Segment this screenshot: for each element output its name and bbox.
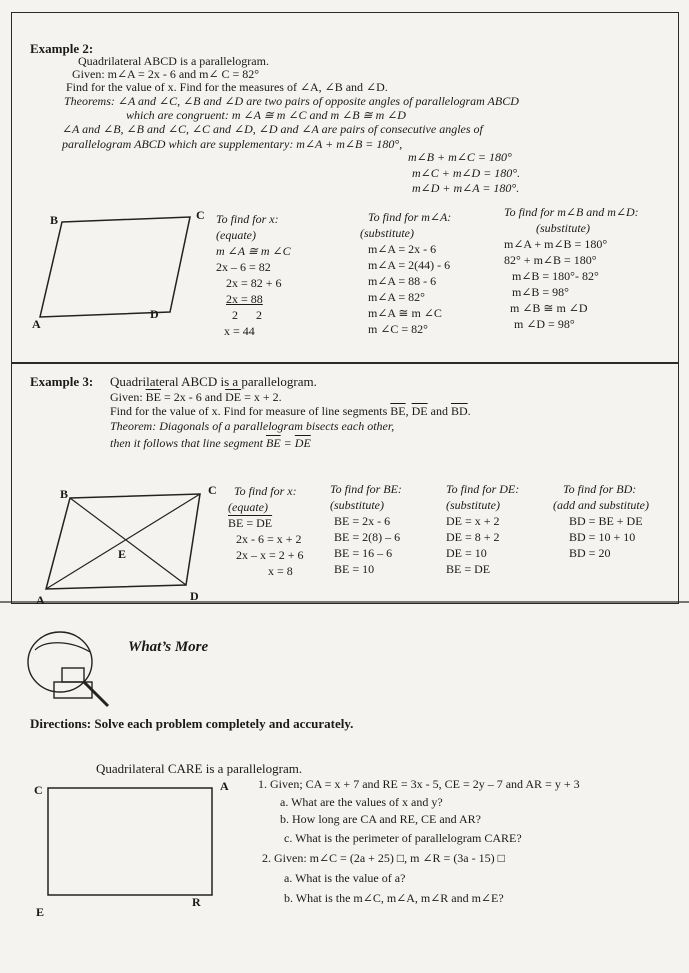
- ex3-l3d: $\overline{DE}$: [411, 404, 428, 418]
- ex3-l5a: then it follows that line segment: [110, 436, 266, 450]
- ex2-x-step: 2x = 82 + 6: [226, 276, 282, 290]
- ex3-x-step: (equate): [228, 500, 268, 514]
- problem-2: 2. Given: m∠C = (2a + 25) □, m ∠R = (3a - 15) □: [262, 851, 505, 865]
- ex3-x-step: 2x – x = 2 + 6: [236, 548, 304, 562]
- care-vertex-r: R: [192, 895, 201, 909]
- block-top-icon: [62, 668, 84, 682]
- ex3-bd-step: (add and substitute): [553, 498, 649, 512]
- ex2-a-step: m∠A = 2x - 6: [368, 242, 437, 256]
- ex2-a-step: m∠A = 2(44) - 6: [368, 258, 451, 272]
- problem-2b: b. What is the m∠C, m∠A, m∠R and m∠E?: [284, 891, 504, 905]
- ex2-b-step: m∠A + m∠B = 180°: [504, 237, 608, 251]
- ex2-vertex-a: A: [32, 317, 41, 331]
- example-2-title: Example 2:: [30, 41, 94, 56]
- whats-more-heading: What’s More: [128, 639, 209, 655]
- problem-1a: a. What are the values of x and y?: [280, 795, 443, 809]
- ex3-de-step: BE = DE: [446, 562, 491, 576]
- ex2-line-1: Quadrilateral ABCD is a parallelogram.: [78, 54, 269, 68]
- problem-1: 1. Given; CA = x + 7 and RE = 3x - 5, CE = 2y – 7 and AR = y + 3: [258, 777, 580, 791]
- ex3-vertex-b: B: [60, 487, 69, 501]
- ex3-l5b: $\overline{BE}$: [266, 436, 281, 450]
- ex2-x-step: m ∠A ≅ m ∠C: [216, 244, 291, 258]
- ex2-line-3: Find for the value of x. Find for the measures of ∠A, ∠B and ∠D.: [66, 80, 388, 94]
- ex3-l2a: Given:: [110, 390, 146, 404]
- ex2-line-2: Given: m∠A = 2x - 6 and m∠ C = 82°: [72, 67, 260, 81]
- ex2-x-step: To find for x:: [216, 212, 279, 226]
- ex3-bd-step: BD = 20: [569, 546, 611, 560]
- ex3-bd-step: BD = BE + DE: [569, 514, 643, 528]
- ex3-l3e: and: [427, 404, 451, 418]
- ex3-vertex-d: D: [190, 589, 199, 603]
- ex3-l3g: .: [467, 404, 471, 418]
- ex2-a-step: m∠A = 88 - 6: [368, 274, 437, 288]
- ex3-be-step: BE = 2(8) – 6: [334, 530, 401, 544]
- ex3-bd-step: BD = 10 + 10: [569, 530, 636, 544]
- ex3-be-step: BE = 2x - 6: [334, 514, 391, 528]
- ex3-be-step: To find for BE:: [330, 482, 402, 496]
- ex3-l2c: = 2x - 6 and: [161, 390, 226, 404]
- ex2-line-10: m∠D + m∠A = 180°.: [412, 181, 520, 195]
- problem-1b: b. How long are CA and RE, CE and AR?: [280, 812, 481, 826]
- care-vertex-a: A: [220, 779, 229, 793]
- directions: Directions: Solve each problem completely and accurately.: [30, 716, 354, 731]
- ex2-a-step: m∠A = 82°: [368, 290, 425, 304]
- care-intro: Quadrilateral CARE is a parallelogram.: [96, 761, 303, 776]
- ex3-x-step: BE = DE: [228, 516, 273, 530]
- ex3-l3b: $\overline{BE}$: [390, 404, 406, 418]
- ex3-be-step: BE = 16 – 6: [334, 546, 393, 560]
- ex2-line-5: which are congruent: m ∠A ≅ m ∠C and m ∠B ≅ m ∠D: [126, 108, 406, 122]
- ex3-l2d: $\overline{DE}$: [225, 390, 242, 404]
- ex3-x-step: 2x - 6 = x + 2: [236, 532, 302, 546]
- ex3-de-step: DE = 8 + 2: [446, 530, 500, 544]
- ex2-line-9: m∠C + m∠D = 180°.: [412, 166, 521, 180]
- ex2-a-step: To find for m∠A:: [368, 210, 452, 224]
- ex2-x-step: 2 2: [232, 308, 262, 322]
- ex3-x-step: To find for x:: [234, 484, 297, 498]
- ex2-x-step: (equate): [216, 228, 256, 242]
- ex3-vertex-c: C: [208, 483, 217, 497]
- ex3-de-step: To find for DE:: [446, 482, 520, 496]
- ex3-de-step: DE = x + 2: [446, 514, 500, 528]
- ex3-line-1: Quadrilateral ABCD is a parallelogram.: [110, 374, 317, 389]
- ex2-b-step: m∠B = 180°- 82°: [512, 269, 599, 283]
- ex2-a-step: m∠A ≅ m ∠C: [368, 306, 442, 320]
- ex3-l3a: Find for the value of x. Find for measure of line segments: [110, 404, 391, 418]
- ex3-de-step: (substitute): [446, 498, 500, 512]
- ex2-x-step: 2x – 6 = 82: [216, 260, 271, 274]
- magnifier-handle: [84, 682, 108, 706]
- ex3-be-step: BE = 10: [334, 562, 375, 576]
- ex3-l2e: = x + 2.: [241, 390, 282, 404]
- ex3-de-step: DE = 10: [446, 546, 487, 560]
- ex2-b-step: m∠B = 98°: [512, 285, 569, 299]
- hand-icon: [35, 643, 90, 652]
- ex2-x-step: x = 44: [224, 324, 255, 338]
- ex2-b-step: m ∠D = 98°: [514, 317, 575, 331]
- care-vertex-e: E: [36, 905, 45, 919]
- ex2-vertex-c: C: [196, 208, 205, 222]
- ex2-x-step: 2x = 88: [226, 292, 263, 306]
- ex3-l3f: $\overline{BD}$: [450, 404, 468, 418]
- problem-2a: a. What is the value of a?: [284, 871, 406, 885]
- ex3-vertex-e: E: [118, 547, 127, 561]
- ex3-l3c: ,: [405, 404, 412, 418]
- ex2-line-7: parallelogram ABCD which are supplementary: m∠A + m∠B = 180°,: [62, 137, 403, 151]
- ex2-vertex-d: D: [150, 307, 159, 321]
- ex2-a-step: (substitute): [360, 226, 414, 240]
- ex3-l2b: $\overline{BE}$: [145, 390, 162, 404]
- ex2-line-6: ∠A and ∠B, ∠B and ∠C, ∠C and ∠D, ∠D and ∠A are pairs of consecutive angles of: [62, 122, 483, 136]
- magnifier-icon: [28, 632, 92, 692]
- ex2-vertex-b: B: [50, 213, 59, 227]
- ex2-b-step: m ∠B ≅ m ∠D: [510, 301, 588, 315]
- ex2-b-step: 82° + m∠B = 180°: [504, 253, 597, 267]
- ex3-l5d: $\overline{DE}$: [294, 436, 311, 450]
- ex2-a-step: m ∠C = 82°: [368, 322, 428, 336]
- example-3-title: Example 3:: [30, 374, 94, 389]
- ex2-b-step: To find for m∠B and m∠D:: [504, 205, 639, 219]
- ex3-line-4: Theorem: Diagonals of a parallelogram bisects each other,: [110, 419, 395, 433]
- ex3-bd-step: To find for BD:: [563, 482, 637, 496]
- care-vertex-c: C: [34, 783, 43, 797]
- ex3-be-step: (substitute): [330, 498, 384, 512]
- ex2-line-8: m∠B + m∠C = 180°: [408, 150, 512, 164]
- problem-1c: c. What is the perimeter of parallelogram CARE?: [284, 831, 522, 845]
- ex3-x-step: x = 8: [268, 564, 293, 578]
- ex2-b-step: (substitute): [536, 221, 590, 235]
- ex2-line-4: Theorems: ∠A and ∠C, ∠B and ∠D are two pairs of opposite angles of parallelogram ABCD: [64, 94, 519, 108]
- ex3-l5c: =: [280, 436, 295, 450]
- ex3-vertex-a: A: [36, 593, 45, 607]
